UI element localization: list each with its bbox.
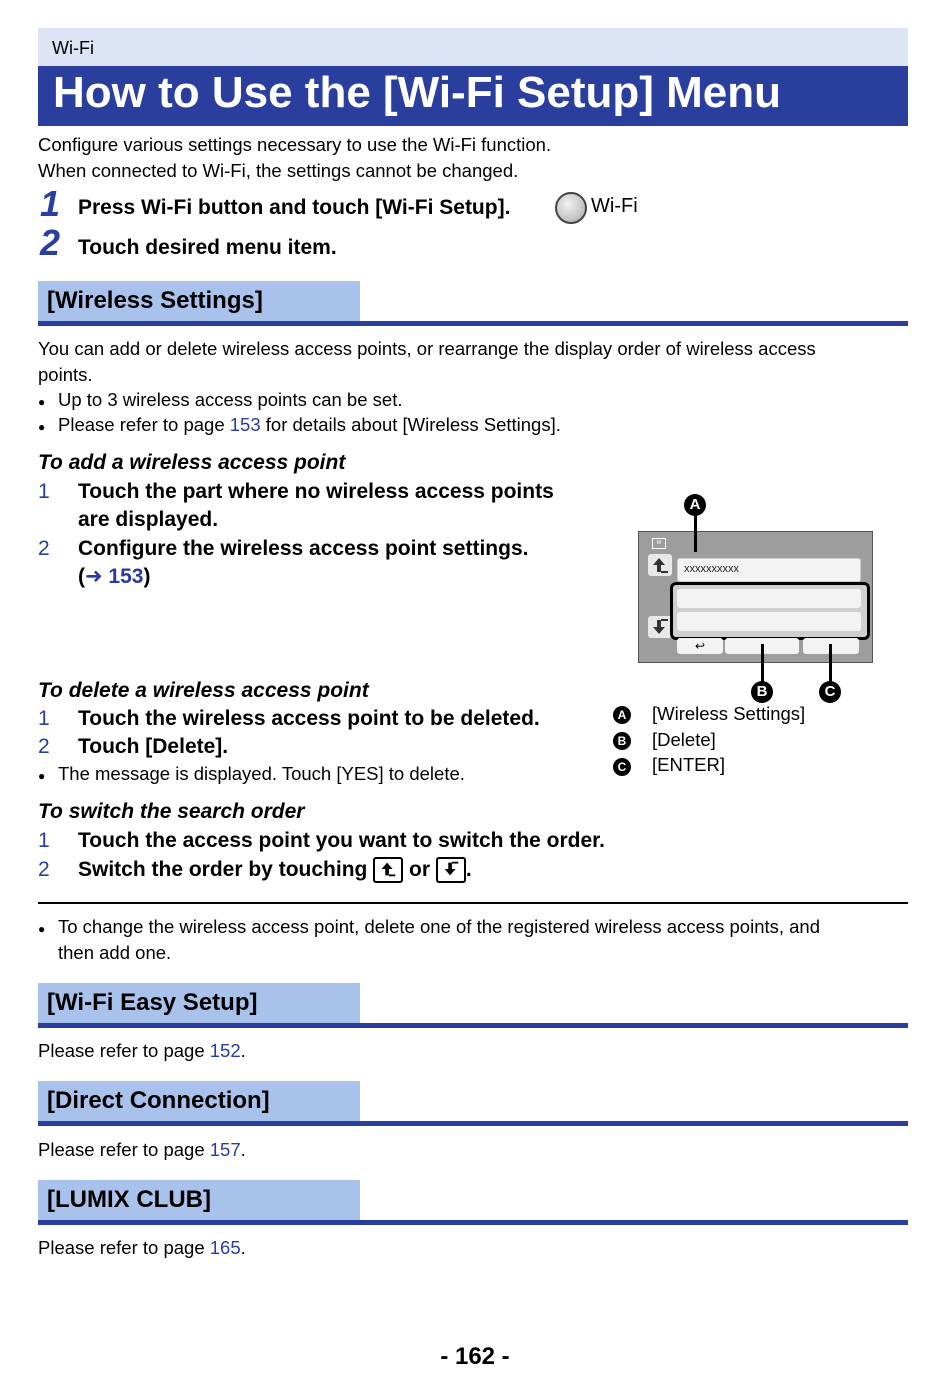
bullet-text: for details about [Wireless Settings]. <box>260 414 561 435</box>
move-down-icon <box>436 857 466 883</box>
chapter-bar <box>38 28 908 66</box>
chapter-label: Wi-Fi <box>52 38 94 58</box>
camera-screen <box>638 531 873 663</box>
bullet-text: Please refer to page <box>58 414 230 435</box>
add-step-1-line-1: Touch the part where no wireless access points <box>78 480 554 503</box>
section-divider <box>38 321 908 326</box>
wireless-desc-2: points. <box>38 364 93 385</box>
callout-label-c: C <box>819 681 841 703</box>
move-down-icon[interactable] <box>648 616 672 638</box>
section-heading-lumix-club <box>38 1180 360 1222</box>
delete-step-1-text: Touch the wireless access point to be deleted. <box>78 707 540 730</box>
wireless-bullet-1: ● Up to 3 wireless access points can be set. <box>58 387 402 413</box>
wifi-button-icon <box>555 192 587 224</box>
step-2-text: Touch desired menu item. <box>78 236 337 259</box>
section-divider <box>38 1023 908 1028</box>
page-link-157[interactable]: 157 <box>209 1139 241 1160</box>
wifi-mini-icon: W <box>652 538 666 549</box>
callout-label-b: B <box>751 681 773 703</box>
ref-text: . <box>240 1040 246 1061</box>
note-line-2: then add one. <box>58 942 172 963</box>
ref-text: Please refer to page <box>38 1139 210 1160</box>
note-divider <box>38 902 908 904</box>
switch-step-1-text: Touch the access point you want to switch the order. <box>78 829 606 852</box>
wifi-button-label: Wi-Fi <box>591 195 638 217</box>
legend-text-a: [Wireless Settings] <box>652 703 806 724</box>
page-link-153[interactable]: 153 <box>229 414 261 435</box>
page-link-152[interactable]: 152 <box>209 1040 241 1061</box>
title-bar <box>38 66 908 126</box>
section-divider <box>38 1121 908 1126</box>
ref-text: Please refer to page <box>38 1237 210 1258</box>
add-step-2-number: 2 <box>38 537 50 560</box>
wireless-bullet-2 <box>58 412 561 438</box>
section-heading-wireless <box>38 281 360 323</box>
empty-slot-2[interactable] <box>677 589 861 608</box>
delete-step-2-text: Touch [Delete]. <box>78 735 229 758</box>
switch-step-2-post: . <box>465 858 472 881</box>
section-title: [Wireless Settings] <box>47 287 263 314</box>
switch-step-1-number: 1 <box>38 829 50 852</box>
step-1-text: Press Wi-Fi button and touch [Wi-Fi Setup]. <box>78 196 511 219</box>
step-1-number: 1 <box>40 183 61 224</box>
legend-text-b: [Delete] <box>652 729 716 750</box>
section-title: [LUMIX CLUB] <box>47 1186 211 1213</box>
ref-paren: ( <box>78 565 85 588</box>
delete-heading: To delete a wireless access point <box>38 679 369 702</box>
delete-bullet: ● The message is displayed. Touch [YES] to delete. <box>58 761 465 787</box>
note-line-1: ● To change the wireless access point, delete one of the registered wireless access points, and <box>58 914 820 940</box>
switch-step-2-or: or <box>409 858 431 881</box>
page-link-153-arrow[interactable]: ➜ 153 <box>85 565 144 588</box>
page-title: How to Use the [Wi-Fi Setup] Menu <box>53 68 781 117</box>
switch-step-2-number: 2 <box>38 858 50 881</box>
ref-text: Please refer to page <box>38 1040 210 1061</box>
add-step-1-number: 1 <box>38 480 50 503</box>
switch-step-2-text <box>78 856 472 884</box>
section-heading-direct-connection <box>38 1081 360 1123</box>
ref-text: . <box>240 1237 246 1258</box>
switch-step-2-pre: Switch the order by touching <box>78 858 368 881</box>
legend-key-c: C <box>613 758 631 776</box>
intro-line-2: When connected to Wi-Fi, the settings cannot be changed. <box>38 160 519 181</box>
legend-key-b: B <box>613 732 631 750</box>
easy-setup-ref <box>38 1038 246 1064</box>
direct-connection-ref <box>38 1137 246 1163</box>
section-title: [Wi-Fi Easy Setup] <box>47 989 258 1016</box>
wireless-desc-1: You can add or delete wireless access points, or rearrange the display order of wireless access <box>38 338 816 359</box>
legend-text-c: [ENTER] <box>652 754 725 775</box>
add-step-2-ref <box>78 563 150 591</box>
ref-text: . <box>240 1139 246 1160</box>
delete-step-2-number: 2 <box>38 735 50 758</box>
section-divider <box>38 1220 908 1225</box>
page-number: - 162 - <box>440 1343 510 1370</box>
section-heading-easy-setup <box>38 983 360 1025</box>
add-step-2-line-1: Configure the wireless access point settings. <box>78 537 529 560</box>
callout-line-a <box>694 514 697 552</box>
access-point-ssid: xxxxxxxxxx <box>684 563 739 575</box>
page-link-165[interactable]: 165 <box>209 1237 241 1258</box>
delete-step-1-number: 1 <box>38 707 50 730</box>
callout-label-a: A <box>684 494 706 516</box>
lumix-club-ref <box>38 1235 246 1261</box>
add-step-1-line-2: are displayed. <box>78 508 219 531</box>
section-title: [Direct Connection] <box>47 1087 270 1114</box>
empty-slot-3[interactable] <box>677 612 861 631</box>
switch-heading: To switch the search order <box>38 800 305 823</box>
move-up-icon[interactable] <box>648 554 672 576</box>
move-up-icon <box>373 857 403 883</box>
callout-line-b <box>761 644 764 682</box>
step-2-number: 2 <box>40 222 61 263</box>
callout-line-c <box>829 644 832 682</box>
access-point-row[interactable] <box>677 558 861 582</box>
add-heading: To add a wireless access point <box>38 451 346 474</box>
intro-line-1: Configure various settings necessary to use the Wi-Fi function. <box>38 134 552 155</box>
legend-key-a: A <box>613 706 631 724</box>
return-button[interactable]: ↩ <box>677 638 723 654</box>
ref-paren: ) <box>143 565 151 588</box>
empty-slots-highlight <box>670 582 870 640</box>
